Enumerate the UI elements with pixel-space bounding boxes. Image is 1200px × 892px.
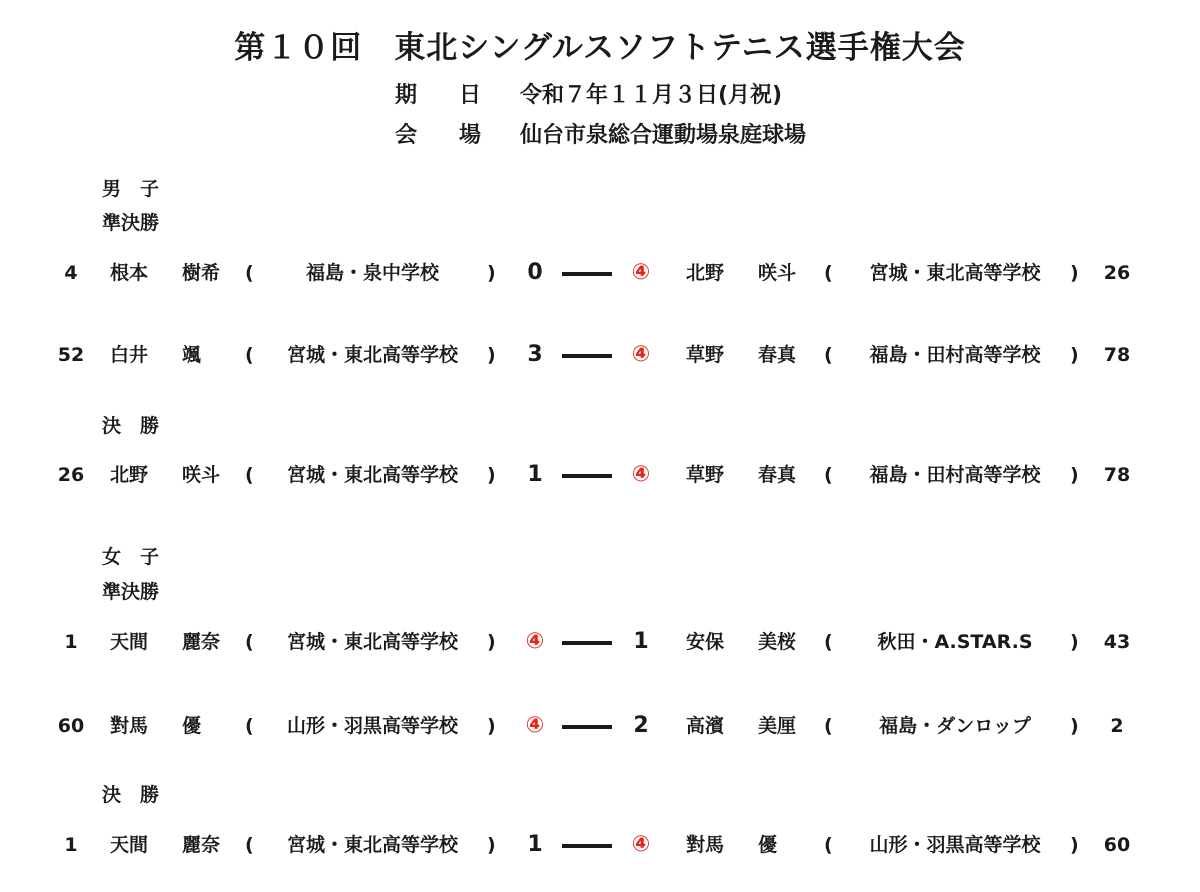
player-right-affiliation: 山形・羽黒高等学校 (869, 834, 1041, 856)
player-right-surname: 草野 (686, 464, 725, 486)
player-left-affiliation: 山形・羽黒高等学校 (286, 715, 458, 737)
paren-close: ) (487, 631, 496, 653)
paren-open: ( (245, 464, 254, 486)
paren-open: ( (824, 464, 833, 486)
paren-close: ) (1070, 631, 1079, 653)
score-dash (562, 641, 612, 645)
paren-close: ) (487, 464, 496, 486)
player-left-surname: 白井 (110, 344, 149, 366)
venue-label: 会 場 (395, 123, 492, 148)
seed-right: 60 (1103, 834, 1131, 856)
score-dash (562, 272, 612, 276)
paren-close: ) (1070, 262, 1079, 284)
player-right-given-name: 春真 (758, 344, 797, 366)
player-right-surname: 安保 (686, 631, 725, 653)
player-right-affiliation: 秋田・A.STAR.S (877, 631, 1033, 653)
score-left: 0 (527, 260, 543, 285)
score-dash (562, 844, 612, 848)
score-left: ④ (525, 629, 545, 654)
player-right-surname: 高濱 (686, 715, 725, 737)
seed-left: 4 (64, 262, 78, 284)
venue-value: 仙台市泉総合運動場泉庭球場 (520, 123, 807, 148)
score-left: 1 (527, 462, 543, 487)
paren-open: ( (245, 715, 254, 737)
paren-open: ( (824, 262, 833, 284)
seed-left: 60 (57, 715, 85, 737)
paren-open: ( (245, 344, 254, 366)
document-title: 第１０回 東北シングルスソフトテニス選手権大会 (234, 30, 966, 66)
seed-right: 78 (1103, 464, 1131, 486)
score-left: 3 (527, 342, 543, 367)
player-left-surname: 北野 (110, 464, 149, 486)
match-row (0, 340, 1200, 370)
player-right-affiliation: 福島・ダンロップ (879, 715, 1031, 737)
paren-open: ( (824, 834, 833, 856)
seed-left: 52 (57, 344, 85, 366)
match-row (0, 460, 1200, 490)
player-left-surname: 根本 (110, 262, 149, 284)
match-row (0, 830, 1200, 860)
paren-close: ) (487, 715, 496, 737)
score-dash (562, 474, 612, 478)
player-left-affiliation: 福島・泉中学校 (305, 262, 439, 284)
seed-left: 26 (57, 464, 85, 486)
paren-open: ( (245, 262, 254, 284)
paren-close: ) (487, 344, 496, 366)
women-section-label: 女 子 (102, 546, 160, 568)
match-row (0, 627, 1200, 657)
player-left-surname: 天間 (110, 834, 149, 856)
score-right: 2 (633, 713, 649, 738)
score-right: ④ (631, 832, 651, 857)
player-right-given-name: 春真 (758, 464, 797, 486)
paren-open: ( (824, 631, 833, 653)
seed-right: 43 (1103, 631, 1131, 653)
seed-right: 78 (1103, 344, 1131, 366)
seed-left: 1 (64, 631, 78, 653)
paren-close: ) (487, 834, 496, 856)
paren-open: ( (245, 834, 254, 856)
women-semifinal-label: 準決勝 (102, 581, 160, 603)
player-right-affiliation: 福島・田村高等学校 (869, 464, 1041, 486)
player-right-surname: 北野 (686, 262, 725, 284)
match-row (0, 711, 1200, 741)
player-right-surname: 草野 (686, 344, 725, 366)
paren-close: ) (1070, 834, 1079, 856)
player-left-given-name: 麗奈 (182, 834, 221, 856)
men-final-label: 決 勝 (102, 415, 160, 437)
player-right-affiliation: 福島・田村高等学校 (869, 344, 1041, 366)
date-label: 期 日 (395, 83, 492, 108)
date-value: 令和７年１１月３日(月祝) (520, 83, 783, 108)
player-left-given-name: 樹希 (182, 262, 221, 284)
player-left-surname: 對馬 (110, 715, 149, 737)
score-dash (562, 725, 612, 729)
match-row (0, 258, 1200, 288)
score-left: 1 (527, 832, 543, 857)
player-left-given-name: 麗奈 (182, 631, 221, 653)
paren-close: ) (1070, 344, 1079, 366)
men-section-label: 男 子 (102, 178, 160, 200)
player-left-affiliation: 宮城・東北高等学校 (286, 834, 458, 856)
player-left-affiliation: 宮城・東北高等学校 (286, 344, 458, 366)
paren-close: ) (1070, 464, 1079, 486)
score-dash (562, 354, 612, 358)
player-left-given-name: 優 (182, 715, 202, 737)
seed-right: 26 (1103, 262, 1131, 284)
score-left: ④ (525, 713, 545, 738)
score-right: ④ (631, 342, 651, 367)
player-right-given-name: 優 (758, 834, 778, 856)
women-final-label: 決 勝 (102, 784, 160, 806)
player-left-surname: 天間 (110, 631, 149, 653)
paren-close: ) (1070, 715, 1079, 737)
paren-open: ( (824, 344, 833, 366)
player-right-surname: 對馬 (686, 834, 725, 856)
seed-right: 2 (1110, 715, 1124, 737)
score-right: 1 (633, 629, 649, 654)
player-left-given-name: 咲斗 (182, 464, 221, 486)
men-semifinal-label: 準決勝 (102, 212, 160, 234)
player-right-affiliation: 宮城・東北高等学校 (869, 262, 1041, 284)
player-right-given-name: 美桜 (758, 631, 797, 653)
player-right-given-name: 咲斗 (758, 262, 797, 284)
paren-close: ) (487, 262, 496, 284)
player-left-given-name: 颯 (182, 344, 202, 366)
paren-open: ( (824, 715, 833, 737)
seed-left: 1 (64, 834, 78, 856)
paren-open: ( (245, 631, 254, 653)
score-right: ④ (631, 462, 651, 487)
player-right-given-name: 美厘 (758, 715, 797, 737)
player-left-affiliation: 宮城・東北高等学校 (286, 631, 458, 653)
player-left-affiliation: 宮城・東北高等学校 (286, 464, 458, 486)
score-right: ④ (631, 260, 651, 285)
